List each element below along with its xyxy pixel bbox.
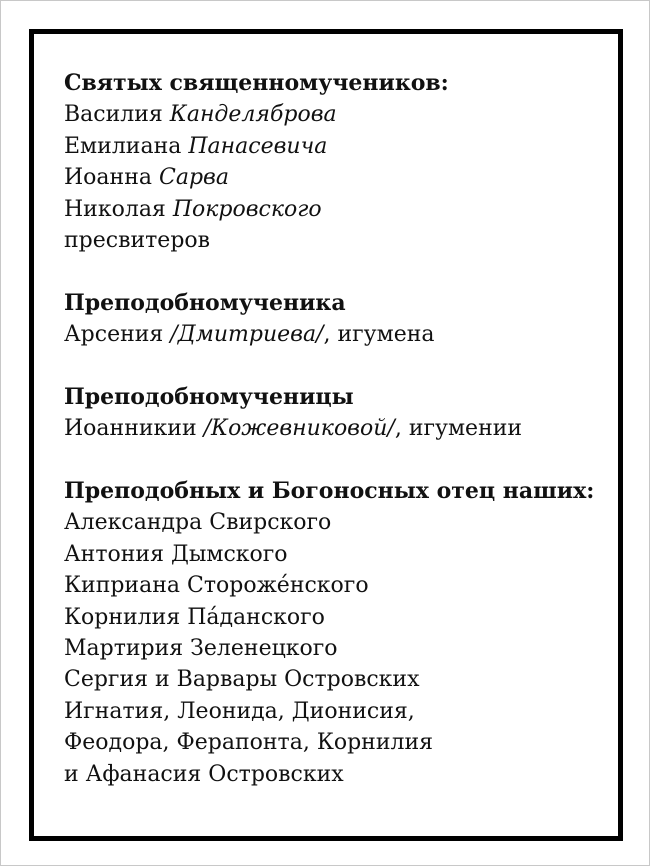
heading-hieromartyrs: Святых священномучеников: <box>64 70 449 96</box>
list-item <box>64 99 608 130</box>
list-item: Киприана Стороже́нского <box>64 573 369 599</box>
commemoration-list <box>64 68 608 790</box>
saint-name: Василия <box>64 102 163 128</box>
saint-title: , игумена <box>323 322 435 348</box>
heading-venerable-martyr-female: Преподобномученицы <box>64 383 354 410</box>
saint-surname: /Дмитриева/ <box>170 322 324 348</box>
saint-name: Емилиана <box>64 133 182 159</box>
section-gap <box>64 256 608 287</box>
section-gap <box>64 351 608 382</box>
page-frame <box>29 29 623 841</box>
saint-title: , игумении <box>394 416 523 442</box>
list-item <box>64 413 608 444</box>
list-item <box>64 162 608 193</box>
heading-venerable-fathers: Преподобных и Богоносных отец наших: <box>64 478 595 505</box>
saint-name: Арсения <box>64 322 164 348</box>
list-item: Сергия и Варвары Островских <box>64 667 420 693</box>
saint-name: Иоанникии <box>64 416 197 442</box>
list-item: Корнилия Па́данского <box>64 604 325 630</box>
list-item: Мартирия Зеленецкого <box>64 636 338 662</box>
saint-name: Николая <box>64 196 166 222</box>
saint-surname: Панасевича <box>188 133 328 159</box>
list-item: Игнатия, Леонида, Дионисия, <box>64 698 415 724</box>
saint-surname: Канделяброва <box>169 102 337 128</box>
saint-surname: Покровского <box>172 196 322 222</box>
list-item <box>64 319 608 350</box>
saint-name: Иоанна <box>64 165 152 191</box>
list-item: Антония Дымского <box>64 541 288 567</box>
list-item: и Афанасия Островских <box>64 761 344 787</box>
heading-venerable-martyr: Преподобномученика <box>64 289 346 316</box>
list-item <box>64 194 608 225</box>
section-gap <box>64 445 608 476</box>
list-item: Александра Свирского <box>64 510 332 536</box>
saint-surname: /Кожевниковой/ <box>203 416 395 442</box>
list-item <box>64 131 608 162</box>
list-item: Феодора, Ферапонта, Корнилия <box>64 730 434 756</box>
rank-label: пресвитеров <box>64 227 211 253</box>
saint-surname: Сарва <box>159 165 229 191</box>
